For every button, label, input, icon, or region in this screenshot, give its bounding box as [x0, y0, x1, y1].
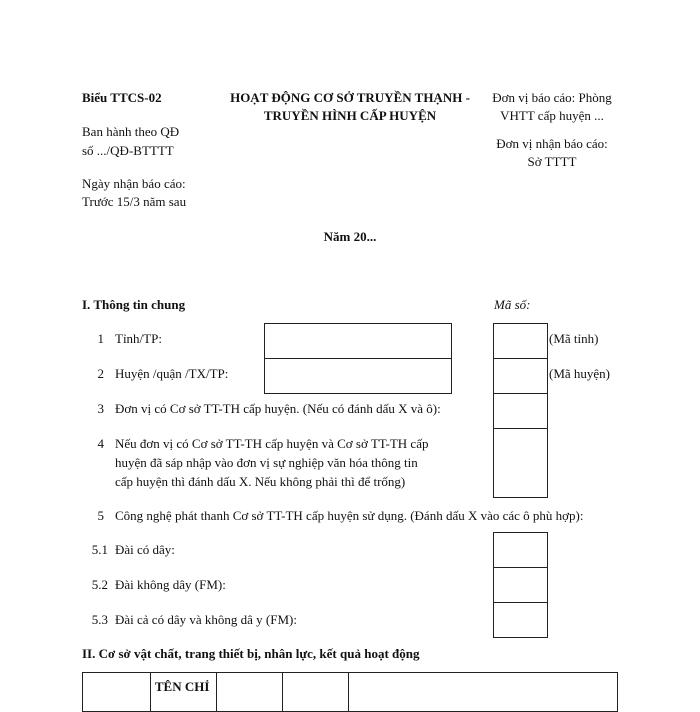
item-number: 4 [97, 436, 104, 451]
section-2-heading: II. Cơ sở vật chất, trang thiết bị, nhân lực, kết quả hoạt động [82, 646, 420, 661]
item-number: 5.2 [91, 577, 108, 592]
province-label: Tỉnh/TP: [115, 331, 162, 346]
table-header-cell [348, 673, 617, 712]
wired-station-label: Đài có dây: [115, 542, 175, 557]
receiving-unit-line-2: Sở TTTT [527, 154, 577, 169]
table-header-indicator-name: TÊN CHỈ [150, 673, 216, 712]
report-year: Năm 20... [323, 229, 377, 244]
unit-has-station-checkbox[interactable] [493, 393, 548, 429]
merged-unit-line-3: cấp huyện thì đánh dấu X. Nếu không phải thì để trống) [115, 474, 406, 489]
district-input[interactable] [264, 358, 452, 394]
issued-line-1: Ban hành theo QĐ [82, 124, 180, 139]
issued-line-2: số .../QĐ-BTTTT [82, 143, 174, 158]
received-line-1: Ngày nhận báo cáo: [82, 176, 186, 191]
section-1-heading: I. Thông tin chung [82, 297, 186, 312]
wireless-fm-checkbox[interactable] [493, 567, 548, 603]
merged-unit-line-1: Nếu đơn vị có Cơ sở TT-TH cấp huyện và Cơ sở TT-TH cấp [115, 436, 429, 451]
item-number: 1 [97, 331, 104, 346]
item-number: 5.1 [91, 542, 108, 557]
table-header-cell [83, 673, 151, 712]
wired-and-wireless-checkbox[interactable] [493, 602, 548, 638]
province-code-box[interactable] [493, 323, 548, 359]
table-header-cell [216, 673, 282, 712]
merged-unit-line-2: huyện đã sáp nhập vào đơn vị sự nghiệp văn hóa thông tin [115, 455, 418, 470]
wired-and-wireless-label: Đài cả có dây và không dâ y (FM): [115, 612, 297, 627]
title-line-1: HOẠT ĐỘNG CƠ SỞ TRUYỀN THẠNH - [230, 90, 470, 105]
unit-has-station-label: Đơn vị có Cơ sở TT-TH cấp huyện. (Nếu có đánh dấu X và ô): [115, 401, 441, 416]
item-number: 5.3 [91, 612, 108, 627]
broadcast-technology-label: Công nghệ phát thanh Cơ sở TT-TH cấp huyện sử dụng. (Đánh dấu X vào các ô phù hợp): [115, 508, 584, 523]
code-label: Mã số: [494, 297, 531, 312]
item-number: 3 [97, 401, 104, 416]
receiving-unit-line-1: Đơn vị nhận báo cáo: [496, 136, 608, 151]
province-code-hint: (Mã tỉnh) [549, 331, 599, 346]
reporting-unit-line-1: Đơn vị báo cáo: Phòng [492, 90, 612, 105]
wireless-fm-label: Đài không dây (FM): [115, 577, 226, 592]
title-line-2: TRUYỀN HÌNH CẤP HUYỆN [263, 108, 437, 123]
table-header-row [83, 673, 618, 712]
facilities-table [82, 672, 618, 712]
wired-station-checkbox[interactable] [493, 532, 548, 568]
district-code-box[interactable] [493, 358, 548, 394]
merged-unit-checkbox[interactable] [493, 428, 548, 498]
item-number: 2 [97, 366, 104, 381]
district-label: Huyện /quận /TX/TP: [115, 366, 229, 381]
received-line-2: Trước 15/3 năm sau [82, 194, 187, 209]
table-header-cell [282, 673, 348, 712]
reporting-unit-line-2: VHTT cấp huyện ... [500, 108, 604, 123]
form-code: Biểu TTCS-02 [82, 90, 162, 105]
province-input[interactable] [264, 323, 452, 359]
district-code-hint: (Mã huyện) [549, 366, 611, 381]
item-number: 5 [97, 508, 104, 523]
